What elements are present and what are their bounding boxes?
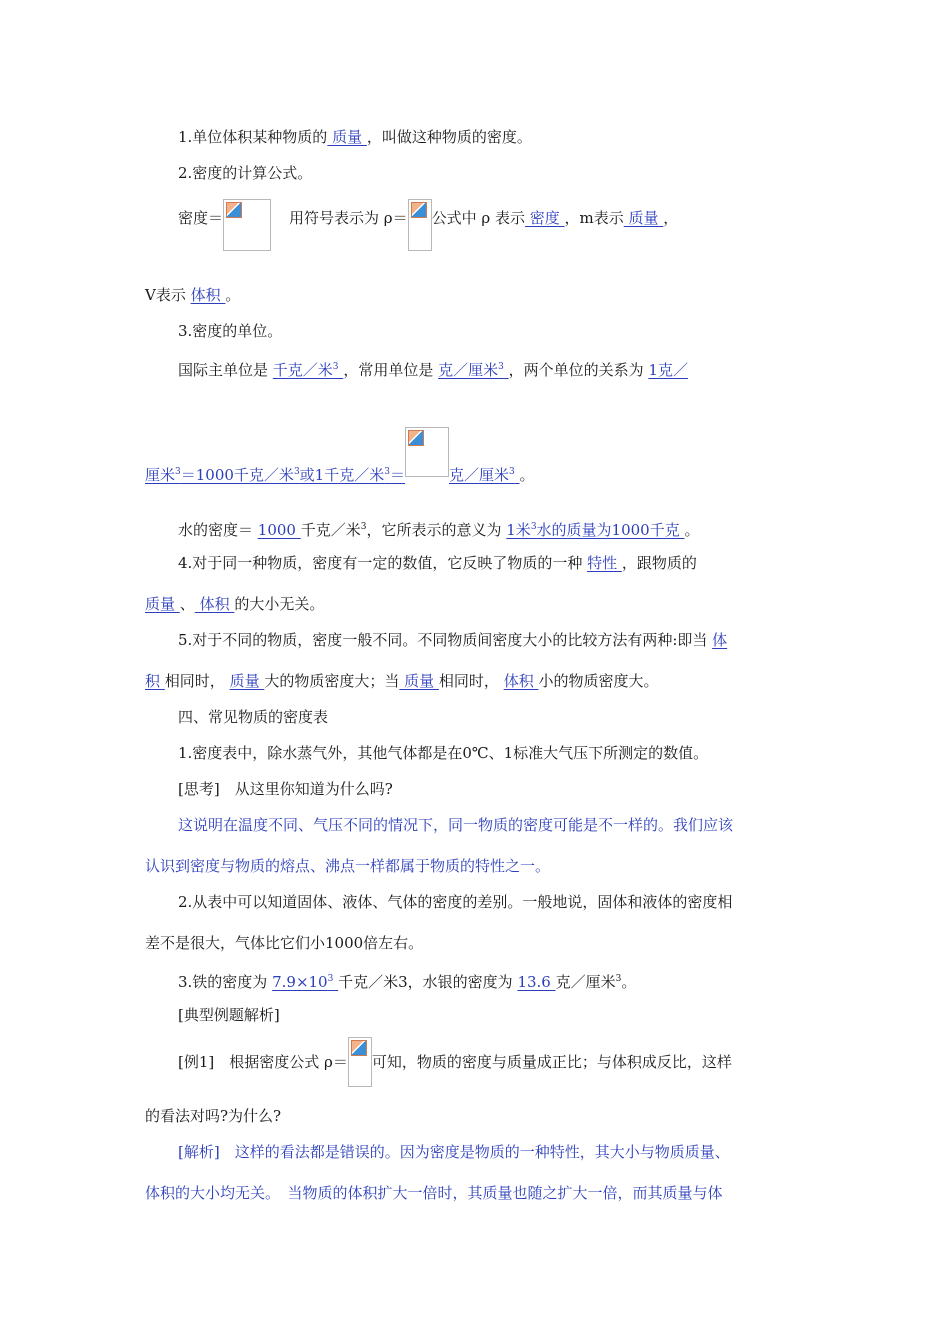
q2-formula-line: [178, 207, 678, 263]
formula-image-placeholder: [223, 199, 271, 251]
mercury-end: 。: [621, 973, 637, 991]
q2-v-text: V表示: [145, 286, 191, 304]
think-prompt: [思考] 从这里你知道为什么吗?: [178, 780, 393, 798]
q1-text-end: ，叫做这种物质的密度。: [366, 128, 532, 146]
q5-answer-volume-start: 体: [712, 631, 728, 649]
rel-text-c: 或1千克／米: [299, 466, 385, 484]
q4-answer-volume: 体积: [194, 595, 235, 613]
q4-sep: 、: [179, 595, 195, 613]
water-text-1: 水的密度＝: [178, 521, 258, 539]
q2-answer-volume: 体积: [190, 286, 226, 304]
sec4-item-2b: 差不是很大，气体比它们小1000倍左右。: [145, 934, 424, 952]
q5-line-1: [178, 629, 727, 651]
superscript: 3: [332, 362, 339, 372]
q4-text-2: ，跟物质的: [621, 554, 697, 572]
q3-answer-si-text: 千克／米: [272, 361, 333, 379]
q2-text-3: 公式中 ρ 表示: [431, 209, 525, 227]
superscript: 3: [508, 467, 515, 477]
q5-answer-mass-2: 质量: [399, 672, 439, 690]
superscript: 3: [327, 974, 334, 984]
q3-answer-common-text: 克／厘米: [438, 361, 499, 379]
q3-relation-line: [145, 427, 535, 484]
rel-text-d: ＝: [389, 466, 405, 484]
water-answer-value: 1000: [257, 521, 301, 539]
meaning-b: 水的质量为1000千克: [536, 521, 685, 539]
q1-line: [178, 126, 532, 148]
example-header: [典型例题解析]: [178, 1006, 280, 1024]
q3-text-3: ，两个单位的关系为: [508, 361, 649, 379]
q2-v-line: [145, 284, 240, 306]
example-1-line: [178, 1051, 732, 1087]
q3-relation-text: [145, 461, 405, 486]
iron-answer: [272, 973, 338, 991]
iron-value: 7.9×10: [272, 973, 328, 991]
q3-relation-end: [449, 461, 535, 486]
superscript: 3: [293, 467, 300, 477]
example-text-2: 可知，物质的密度与质量成正比；与体积成反比，这样: [371, 1053, 732, 1071]
q4-line-1: [178, 552, 697, 574]
q5-line-2: [145, 670, 658, 692]
superscript: 3: [175, 467, 181, 477]
broken-image-icon: [351, 1040, 367, 1056]
q5-text-1: 5.对于不同的物质，密度一般不同。不同物质间密度大小的比较方法有两种:即当: [178, 631, 713, 649]
q5-answer-mass: 质量: [229, 672, 265, 690]
solution-line-1: [解析] 这样的看法都是错误的。因为密度是物质的一种特性，其大小与物质质量、: [178, 1143, 730, 1161]
example-1-line-2: 的看法对吗?为什么?: [145, 1107, 282, 1125]
q4-text-3: 的大小无关。: [234, 595, 325, 613]
rel-text-b: ＝1000千克／米: [180, 466, 294, 484]
mercury-text: 克／厘米: [555, 973, 616, 991]
q3-answer-common-unit: [438, 361, 509, 379]
relation-image-placeholder: [405, 427, 449, 477]
formula-image-placeholder-2: [408, 199, 432, 251]
example-formula-image-placeholder: [348, 1037, 372, 1087]
q2-answer-density: 密度: [524, 209, 565, 227]
q3-answer-relation: [145, 466, 405, 484]
q2-text-2: 用符号表示为 ρ＝: [289, 209, 408, 227]
sec4-item-2a: 2.从表中可以知道固体、液体、气体的密度的差别。一般地说，固体和液体的密度相: [178, 893, 733, 911]
water-text-3: ，它所表示的意义为: [366, 521, 507, 539]
q2-text-4: ，m表示: [564, 209, 624, 227]
rel-text-e: 克／厘米: [448, 466, 509, 484]
superscript: 3: [498, 362, 504, 372]
section-4-title: 四、常见物质的密度表: [178, 708, 329, 726]
water-text-2: 千克／米: [300, 521, 361, 539]
superscript: 3: [384, 467, 390, 477]
q5-text-4: 相同时，: [438, 672, 504, 690]
water-text-4: 。: [684, 521, 700, 539]
iron-text-2: 千克／米3，水银的密度为: [338, 973, 518, 991]
q3-answer-relation-start: 1克／: [648, 361, 688, 379]
q4-answer-mass: 质量: [145, 595, 180, 613]
q4-line-2: [145, 593, 324, 615]
q3-answer-relation-unit: [449, 466, 520, 484]
q3-text-2: ，常用单位是: [343, 361, 439, 379]
iron-text-1: 3.铁的密度为: [178, 973, 273, 991]
meaning-a: 1米: [506, 521, 531, 539]
q3-title: 3.密度的单位。: [178, 322, 283, 340]
think-answer-2: 认识到密度与物质的熔点、沸点一样都属于物质的特性之一。: [145, 857, 551, 875]
q4-text-1: 4.对于同一种物质，密度有一定的数值，它反映了物质的一种: [178, 554, 588, 572]
q2-title: 2.密度的计算公式。: [178, 164, 313, 182]
q2-text-1: 密度＝: [178, 209, 224, 227]
solution-line-2: 体积的大小均无关。 当物质的体积扩大一倍时，其质量也随之扩大一倍，而其质量与体: [145, 1184, 723, 1202]
q5-answer-volume-2: 体积: [503, 672, 539, 690]
q4-answer-property: 特性: [587, 554, 622, 572]
rel-text-f: 。: [519, 466, 535, 484]
q1-text: 1.单位体积某种物质的: [178, 128, 328, 146]
q3-units-line: [178, 356, 688, 381]
q2-answer-mass: 质量: [623, 209, 664, 227]
mercury-answer: 13.6: [517, 973, 556, 991]
q2-text-5: ，: [663, 209, 679, 227]
q3-answer-si-unit: [273, 361, 344, 379]
q3-water-line: [178, 516, 700, 541]
superscript: 3: [360, 522, 367, 532]
superscript: 3: [530, 522, 537, 532]
rel-text-a: 厘米: [145, 466, 176, 484]
superscript: 3: [615, 974, 622, 984]
q5-text-2: 相同时，: [164, 672, 230, 690]
think-answer-1: 这说明在温度不同、气压不同的情况下，同一物质的密度可能是不一样的。我们应该: [178, 816, 734, 834]
q5-text-5: 小的物质密度大。: [538, 672, 659, 690]
water-answer-meaning: [506, 521, 684, 539]
q3-text-1: 国际主单位是: [178, 361, 273, 379]
sec4-item-3: [178, 968, 636, 993]
broken-image-icon: [226, 202, 242, 218]
q5-text-3: 大的物质密度大；当: [264, 672, 400, 690]
example-text-1: [例1] 根据密度公式 ρ＝: [178, 1053, 348, 1071]
q2-v-end: 。: [225, 286, 241, 304]
q1-answer: 质量: [327, 128, 367, 146]
broken-image-icon: [408, 430, 424, 446]
broken-image-icon: [411, 202, 427, 218]
sec4-item-1: 1.密度表中，除水蒸气外，其他气体都是在0℃、1标准大气压下所测定的数值。: [178, 744, 709, 762]
q5-answer-volume-end: 积: [145, 672, 165, 690]
